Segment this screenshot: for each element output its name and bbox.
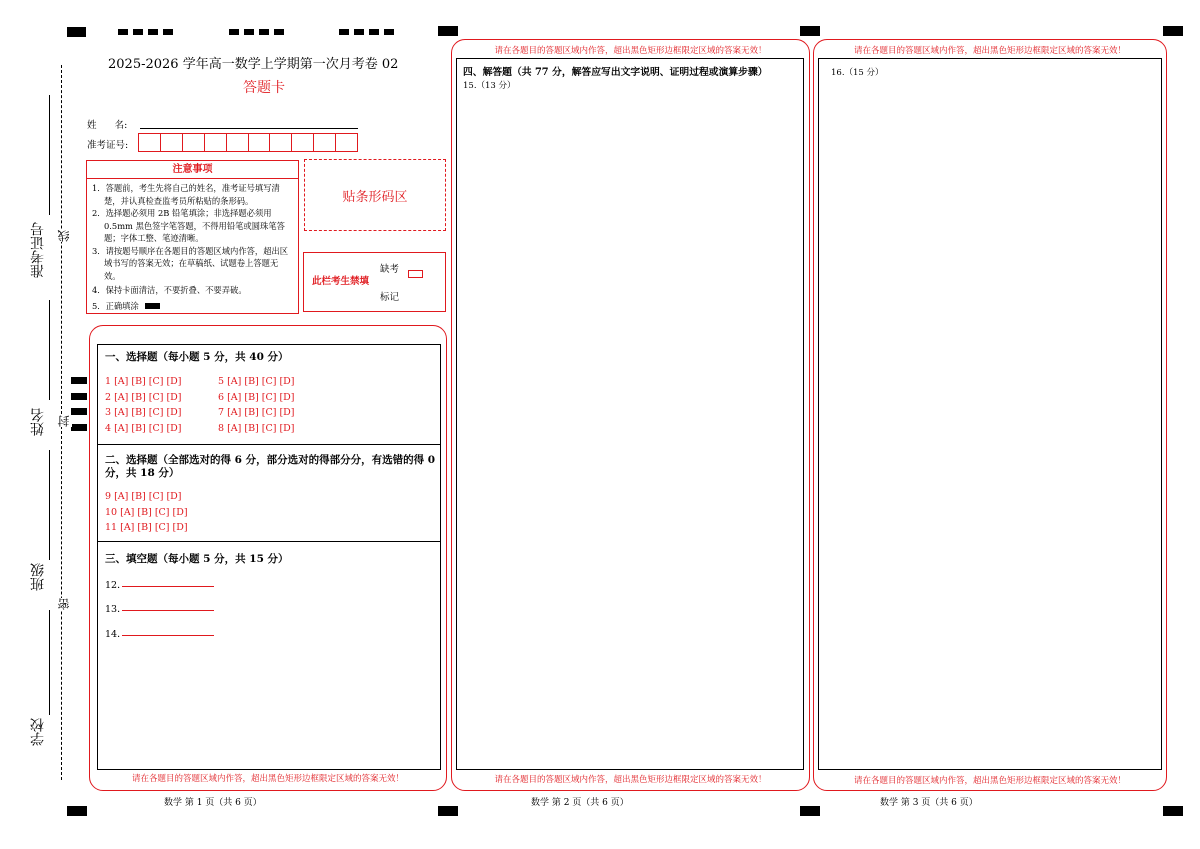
notice-item: 4．保持卡面清洁，不要折叠、不要弄破。 (92, 285, 247, 295)
school-underline (49, 610, 50, 715)
timing-mark (67, 806, 87, 816)
question-16-label: 16.（15 分） (831, 68, 884, 78)
timing-mark (1163, 26, 1183, 36)
timing-mark (71, 424, 87, 431)
timing-mark (384, 29, 394, 35)
exam-no-digit-box[interactable] (249, 134, 271, 151)
page-footer: 数学 第 3 页（共 6 页） (880, 798, 978, 808)
section1-title: 一、选择题（每小题 5 分，共 40 分） (105, 351, 289, 363)
page-footer: 数学 第 1 页（共 6 页） (164, 798, 262, 808)
notice-list (87, 179, 298, 312)
choice-row[interactable]: 9 [A] [B] [C] [D] (105, 491, 182, 502)
fill-item-number: 14． (105, 629, 127, 640)
timing-mark (67, 27, 86, 37)
filled-sample-mark (145, 303, 160, 309)
section-divider (98, 444, 440, 445)
timing-mark (244, 29, 254, 35)
timing-mark (71, 408, 87, 415)
question-15-label: 15.（13 分） (463, 81, 516, 91)
timing-mark (229, 29, 239, 35)
page-title: 2025-2026 学年高一数学上学期第一次月考卷 02 (108, 57, 399, 72)
choice-row[interactable]: 3 [A] [B] [C] [D] (105, 407, 182, 418)
answer-card-subtitle: 答题卡 (243, 80, 285, 96)
timing-mark (71, 393, 87, 400)
fill-item-number: 13． (105, 604, 127, 615)
timing-mark (800, 26, 820, 36)
absent-box (303, 252, 446, 312)
timing-mark (369, 29, 379, 35)
notice-box (86, 160, 299, 314)
name-underline (49, 300, 50, 400)
section-divider (98, 541, 440, 542)
cut-secret-label: 密 (57, 598, 71, 610)
name-label: 姓 名: (87, 120, 128, 131)
notice-item-text: 5．正确填涂 (92, 300, 139, 311)
timing-mark (274, 29, 284, 35)
cut-seal-label: 封 (57, 415, 71, 427)
choice-row[interactable]: 11 [A] [B] [C] [D] (105, 522, 188, 533)
exam-no-side-label: 准考证号 (30, 222, 46, 278)
timing-mark (438, 26, 458, 36)
timing-mark (800, 806, 820, 816)
fill-item-number: 12． (105, 580, 127, 591)
section4-title: 四、解答题（共 77 分，解答应写出文字说明、证明过程或演算步骤） (463, 67, 768, 78)
exam-no-underline (49, 95, 50, 215)
timing-mark (118, 29, 128, 35)
notice-item: 3．请按题号顺序在各题目的答题区域内作答，超出区域书写的答案无效；在草稿纸、试题卷上答题无效。 (92, 245, 289, 281)
choice-row[interactable]: 10 [A] [B] [C] [D] (105, 507, 188, 518)
timing-mark (163, 29, 173, 35)
cut-line-label: 线 (57, 230, 71, 242)
school-side-label: 学校 (30, 718, 46, 746)
barcode-area-label: 贴条形码区 (342, 189, 408, 205)
exam-no-digit-box[interactable] (292, 134, 314, 151)
timing-mark (133, 29, 143, 35)
fill-answer-line[interactable] (122, 610, 214, 611)
timing-mark (148, 29, 158, 35)
choice-row[interactable]: 7 [A] [B] [C] [D] (218, 407, 295, 418)
exam-no-digit-box[interactable] (183, 134, 205, 151)
exam-no-digit-box[interactable] (139, 134, 161, 151)
notice-item: 2．选择题必须用 2B 铅笔填涂；非选择题必须用 0.5mm 黑色签字笔答题，不得用铅笔或圆珠笔答题；字体工整、笔迹清晰。 (92, 208, 285, 243)
section2-title-cont: 分，共 18 分） (105, 467, 180, 479)
absent-label-top: 缺考 (380, 264, 400, 275)
timing-mark (354, 29, 364, 35)
boundary-warning: 请在各题目的答题区域内作答，超出黑色矩形边框限定区域的答案无效！ (494, 775, 767, 785)
fill-answer-line[interactable] (122, 586, 214, 587)
exam-no-digit-box[interactable] (161, 134, 183, 151)
timing-mark (1163, 806, 1183, 816)
page2-answer-frame[interactable] (456, 58, 804, 770)
boundary-warning: 请在各题目的答题区域内作答，超出黑色矩形边框限定区域的答案无效！ (494, 46, 767, 56)
notice-item: 1．答题前，考生先将自己的姓名，准考证号填写清楚，并认真检查监考员所粘贴的条形码。 (92, 183, 280, 206)
page-footer: 数学 第 2 页（共 6 页） (531, 798, 629, 808)
exam-no-digit-box[interactable] (314, 134, 336, 151)
notice-title: 注意事项 (87, 161, 298, 179)
class-underline (49, 450, 50, 560)
fill-answer-line[interactable] (122, 635, 214, 636)
section2-title: 二、选择题（全部选对的得 6 分，部分选对的得部分分，有选错的得 0 (105, 454, 436, 466)
timing-mark (339, 29, 349, 35)
notice-item (92, 300, 292, 313)
exam-no-digit-box[interactable] (270, 134, 292, 151)
boundary-warning: 请在各题目的答题区域内作答，超出黑色矩形边框限定区域的答案无效！ (853, 776, 1126, 786)
exam-no-digit-box[interactable] (205, 134, 227, 151)
timing-mark (438, 806, 458, 816)
name-field[interactable] (140, 128, 358, 129)
choice-row[interactable]: 6 [A] [B] [C] [D] (218, 392, 295, 403)
choice-row[interactable]: 2 [A] [B] [C] [D] (105, 392, 182, 403)
timing-mark (71, 377, 87, 384)
timing-mark (259, 29, 269, 35)
choice-row[interactable]: 5 [A] [B] [C] [D] (218, 376, 295, 387)
name-side-label: 姓名 (30, 408, 46, 436)
choice-row[interactable]: 8 [A] [B] [C] [D] (218, 423, 295, 434)
exam-no-digit-box[interactable] (336, 134, 357, 151)
barcode-area (304, 159, 446, 231)
exam-no-digit-box[interactable] (227, 134, 249, 151)
absent-label-bottom: 标记 (380, 292, 400, 303)
boundary-warning: 请在各题目的答题区域内作答，超出黑色矩形边框限定区域的答案无效！ (131, 774, 404, 784)
exam-no-label: 准考证号: (87, 140, 129, 151)
absent-mark-box[interactable] (408, 270, 423, 278)
boundary-warning: 请在各题目的答题区域内作答，超出黑色矩形边框限定区域的答案无效！ (853, 46, 1126, 56)
absent-forbidden-label: 此栏考生禁填 (312, 276, 370, 287)
choice-row[interactable]: 4 [A] [B] [C] [D] (105, 423, 182, 434)
section3-title: 三、填空题（每小题 5 分，共 15 分） (105, 553, 289, 565)
page3-answer-frame[interactable] (818, 58, 1162, 770)
exam-no-boxes[interactable] (138, 133, 358, 152)
class-side-label: 班级 (30, 563, 46, 591)
choice-row[interactable]: 1 [A] [B] [C] [D] (105, 376, 182, 387)
